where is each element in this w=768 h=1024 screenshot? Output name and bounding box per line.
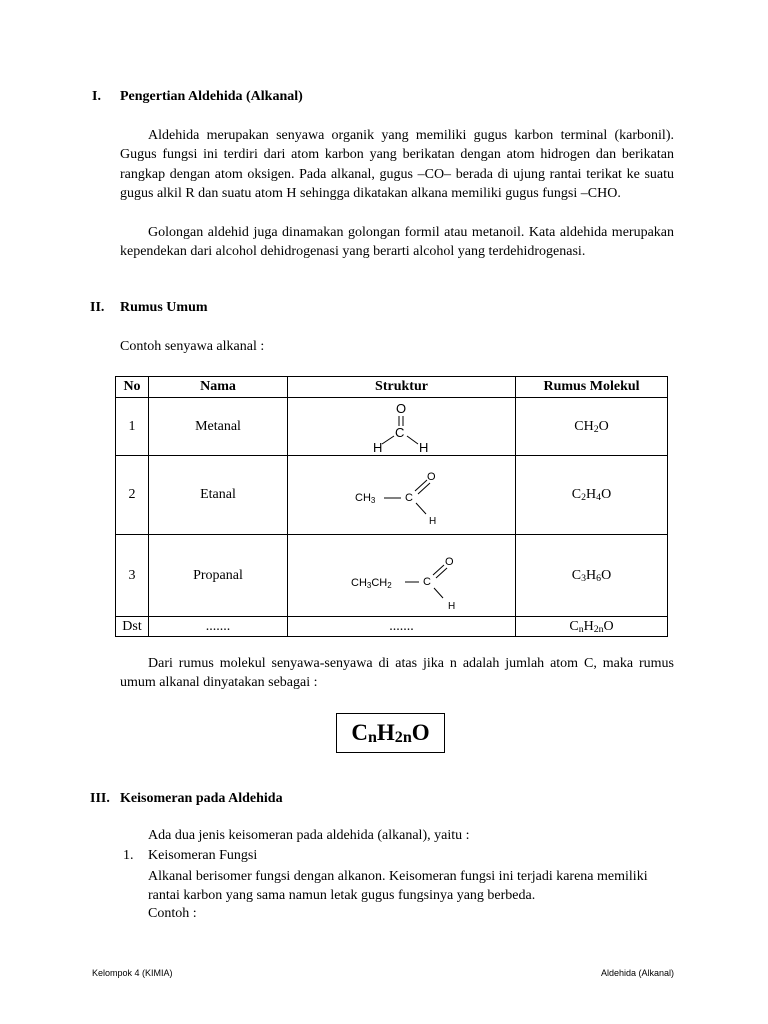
row-struktur: .......: [288, 617, 516, 637]
bond-c-h: [434, 588, 443, 598]
footer-left: Kelompok 4 (KIMIA): [92, 968, 173, 978]
header-no: No: [116, 377, 149, 398]
group-ch3ch2: CH3CH2: [351, 577, 392, 590]
footer-right: Aldehida (Alkanal): [600, 968, 674, 978]
item-1-number: 1.: [123, 848, 134, 863]
section-1-title: Pengertian Aldehida (Alkanal): [120, 89, 303, 104]
section-2-intro: Contoh senyawa alkanal :: [120, 339, 265, 354]
table-row: [116, 398, 668, 456]
section-2-title: Rumus Umum: [120, 300, 208, 315]
item-1-title: Keisomeran Fungsi: [148, 848, 258, 863]
atom-c: C: [423, 576, 431, 588]
section-3-number: III.: [90, 791, 110, 806]
double-bond-1: [433, 565, 444, 575]
section-1-paragraph-2: Golongan aldehid juga dinamakan golongan formil atau metanoil. Kata aldehida merupakan kependekan dari alcohol dehidrogenasi yang berarti alcohol yang terdehidrogenasi.: [120, 225, 674, 260]
atom-o: O: [396, 401, 407, 416]
alkanal-table: [115, 376, 668, 637]
row-nama: Etanal: [149, 456, 288, 535]
header-nama: Nama: [149, 377, 288, 398]
bond-c-h2: [407, 436, 418, 444]
header-rumus-molekul: Rumus Molekul: [516, 377, 668, 398]
section-1-paragraph-1: Aldehida merupakan senyawa organik yang memiliki gugus karbon terminal (karbonil). Gugus fungsi ini terdiri dari atom karbon yang berikatan dengan atom hidrogen dan berikatan rangkap dengan atom oksigen. Pada alkanal, gugus –CO– berada di ujung rantai terikat ke suatu gugus alkil R dan suatu atom H sehingga dikatakan alkana memiliki gugus fungsi –CHO.: [120, 128, 674, 202]
table-row: [116, 535, 668, 617]
atom-h-right: H: [419, 440, 429, 455]
item-1-example: Contoh :: [148, 906, 197, 921]
row-no: 1: [116, 398, 149, 456]
propanal-structure: [288, 535, 515, 616]
row-rumus: $C_2H_4O$: [516, 456, 668, 535]
row-struktur-propanal: [288, 535, 516, 617]
table-row: [116, 456, 668, 535]
row-no: Dst: [116, 617, 149, 637]
etanal-structure: [288, 456, 515, 534]
section-2-conclusion: Dari rumus molekul senyawa-senyawa di atas jika n adalah jumlah atom C, maka rumus umum alkanal dinyatakan sebagai :: [120, 656, 674, 691]
double-bond-2: [418, 483, 430, 494]
atom-c: C: [405, 492, 413, 504]
general-formula-box: $C_nH_{2n}O$: [336, 713, 445, 753]
atom-o: O: [427, 471, 436, 483]
section-1-number: I.: [92, 89, 101, 104]
atom-h: H: [448, 601, 456, 612]
atom-c: C: [395, 425, 405, 440]
bond-c-h: [416, 503, 426, 514]
row-struktur-etanal: [288, 456, 516, 535]
group-ch3: CH3: [355, 492, 376, 505]
double-bond-2: [436, 568, 447, 578]
row-rumus: $C_3H_6O$: [516, 535, 668, 617]
row-rumus: $CH_2O$: [516, 398, 668, 456]
item-1-text: Alkanal berisomer fungsi dengan alkanon. Keisomeran fungsi ini terjadi karena memiliki rantai karbon yang sama namun letak gugus fungsinya yang berbeda.: [148, 869, 648, 904]
section-3-intro: Ada dua jenis keisomeran pada aldehida (alkanal), yaitu :: [148, 828, 470, 843]
metanal-structure: [288, 398, 515, 455]
bond-c-h1: [382, 436, 394, 444]
atom-h: H: [429, 516, 437, 527]
atom-h-left: H: [373, 440, 383, 455]
row-no: 3: [116, 535, 149, 617]
table-header-row: [116, 377, 668, 398]
row-nama: Metanal: [149, 398, 288, 456]
double-bond-1: [415, 480, 427, 491]
header-struktur: Struktur: [288, 377, 516, 398]
section-3-title: Keisomeran pada Aldehida: [120, 791, 283, 806]
row-no: 2: [116, 456, 149, 535]
row-struktur-metanal: [288, 398, 516, 456]
table-row: [116, 617, 668, 637]
row-nama: .......: [149, 617, 288, 637]
row-rumus: $C_nH_{2n}O$: [516, 617, 668, 637]
row-nama: Propanal: [149, 535, 288, 617]
atom-o: O: [445, 556, 454, 568]
section-2-number: II.: [90, 300, 105, 315]
